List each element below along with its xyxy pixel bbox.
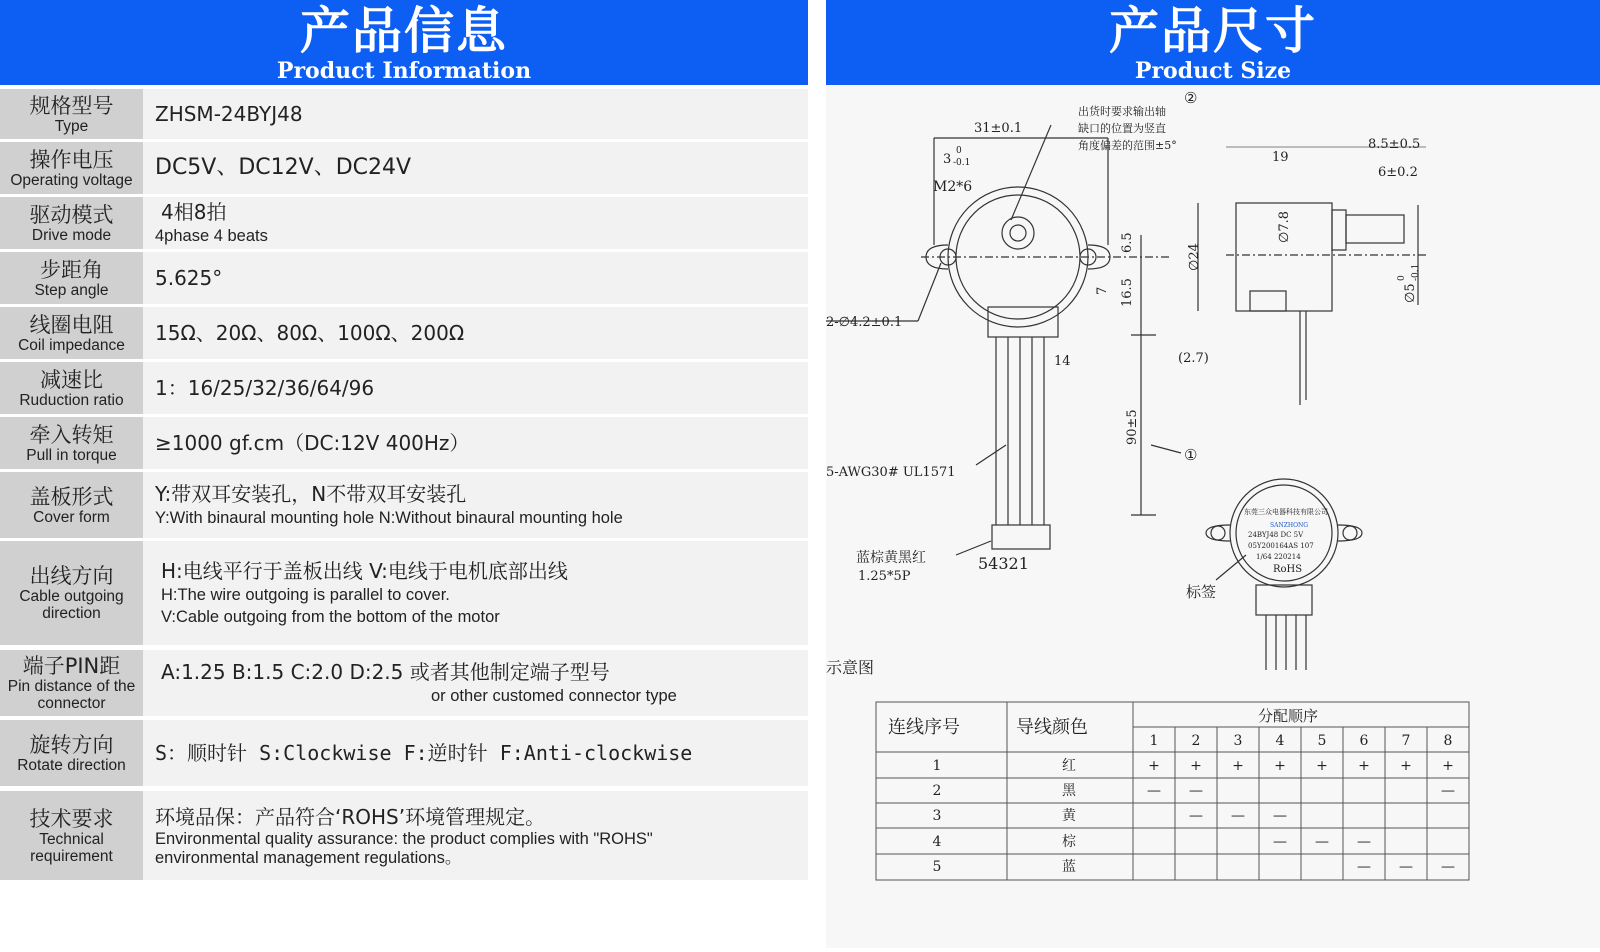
- callout-1: ①: [1184, 446, 1198, 464]
- label-company: 东莞三众电器科技有限公司: [1244, 508, 1328, 516]
- spec-row-coil-impedance: [0, 307, 808, 359]
- table-seq: 1: [932, 758, 942, 774]
- value-text: Y:带双耳安装孔，N不带双耳安装孔: [155, 482, 467, 506]
- value-text: DC5V、DC12V、DC24V: [155, 155, 412, 180]
- table-step-1: 1: [1149, 733, 1159, 749]
- value-text: 15Ω、20Ω、80Ω、100Ω、200Ω: [155, 321, 465, 345]
- spec-row-rotate-direction: [0, 720, 808, 786]
- label-zh: 牵入转矩: [29, 422, 114, 447]
- banner-title-en: Product Size: [1134, 58, 1292, 84]
- table-mark: —: [1315, 834, 1329, 850]
- table-mark: —: [1357, 834, 1371, 850]
- table-mark: +: [1400, 758, 1412, 774]
- value-text: 5.625°: [155, 266, 223, 290]
- label-en: Pull in torque: [26, 446, 117, 464]
- table-mark: +: [1232, 758, 1244, 774]
- dim-7: 7: [1095, 286, 1110, 295]
- label-zh: 操作电压: [29, 147, 114, 172]
- table-step-7: 7: [1401, 733, 1411, 749]
- label-brand: SANZHONG: [1270, 522, 1309, 529]
- value-text: 4相8拍: [161, 200, 227, 224]
- label-en: Ruduction ratio: [19, 391, 124, 409]
- dimension-drawing: [826, 85, 1600, 948]
- label-en: Rotate direction: [17, 756, 126, 774]
- spec-label: [0, 472, 143, 538]
- value-text: S：顺时针 S:Clockwise F:逆时针 F:Anti-clockwise: [155, 741, 693, 765]
- dim-phi5-tol-bottom: -0.1: [1411, 263, 1421, 281]
- value-text: 1：16/25/32/36/64/96: [155, 376, 375, 400]
- value-text-en: 4phase 4 beats: [155, 227, 268, 245]
- label-zh: 端子PIN距: [22, 654, 121, 678]
- dim-3: 3: [943, 152, 952, 167]
- dim-2-7: (2.7): [1178, 351, 1209, 366]
- spec-row-drive-mode: [0, 197, 808, 249]
- product-size-banner: [826, 0, 1600, 85]
- wire-spec: 5-AWG30# UL1571: [826, 465, 956, 480]
- label-en: Coil impedance: [18, 336, 125, 354]
- spec-value: [143, 252, 808, 304]
- table-step-8: 8: [1443, 733, 1453, 749]
- dim-phi5-tol-top: 0: [1397, 275, 1407, 281]
- product-information-banner: [0, 0, 808, 85]
- spec-value: [143, 472, 808, 538]
- banner-title-en: Product Information: [276, 58, 532, 84]
- label-zh: 旋转方向: [29, 732, 114, 757]
- label-zh: 减速比: [40, 367, 103, 392]
- spec-label: [0, 89, 143, 139]
- table-mark: —: [1357, 859, 1371, 875]
- spec-label: [0, 252, 143, 304]
- spec-row-technical-requirement: [0, 791, 808, 880]
- spec-label: [0, 791, 143, 880]
- table-mark: —: [1189, 808, 1203, 824]
- dim-16-5: 16.5: [1120, 278, 1135, 307]
- dim-phi24: ∅24: [1187, 243, 1202, 271]
- note-line-1: 出货时要求输出轴: [1078, 105, 1166, 118]
- dim-14: 14: [1054, 354, 1071, 369]
- value-text-en: Environmental quality assurance: the product complies with "ROHS" environmental management regulations。: [155, 829, 653, 867]
- label-en: Type: [54, 117, 89, 135]
- value-text-en: H:The wire outgoing is parallel to cover.: [161, 586, 450, 604]
- spec-value: [143, 142, 808, 194]
- table-wire-color: 黑: [1062, 783, 1076, 799]
- value-text-en: Y:With binaural mounting hole N:Without binaural mounting hole: [155, 509, 623, 527]
- spec-value: [143, 650, 808, 716]
- table-mark: —: [1273, 834, 1287, 850]
- table-seq: 5: [932, 859, 942, 875]
- dim-phi5: ∅5: [1403, 283, 1418, 303]
- table-step-5: 5: [1317, 733, 1327, 749]
- spec-value: [143, 307, 808, 359]
- table-wire-color: 棕: [1062, 834, 1076, 850]
- spec-value: [143, 197, 808, 249]
- note-line-2: 缺口的位置为竖直: [1078, 122, 1166, 135]
- label-en: Drive mode: [31, 226, 112, 244]
- label-zh: 线圈电阻: [29, 312, 114, 337]
- table-mark: —: [1399, 859, 1413, 875]
- spec-label: [0, 417, 143, 469]
- note-line-3: 角度偏差的范围±5°: [1078, 139, 1177, 152]
- label-line-2: 05Y200164AS 107: [1248, 542, 1314, 550]
- technical-drawing: [826, 85, 1600, 948]
- table-mark: +: [1316, 758, 1328, 774]
- spec-value: [143, 89, 808, 139]
- label-line-4: RoHS: [1273, 564, 1303, 575]
- dim-8-5: 8.5±0.5: [1368, 137, 1421, 152]
- label-zh: 步距角: [40, 257, 103, 282]
- spec-row-cable-outgoing: [0, 541, 808, 645]
- table-header-seq: 连线序号: [888, 717, 960, 738]
- spec-label: [0, 541, 143, 645]
- spec-value: [143, 791, 808, 880]
- table-mark: —: [1273, 808, 1287, 824]
- spec-value: [143, 362, 808, 414]
- connector-pitch: 1.25*5P: [858, 569, 911, 584]
- spec-row-pull-in-torque: [0, 417, 808, 469]
- spec-label: [0, 307, 143, 359]
- value-text: A:1.25 B:1.5 C:2.0 D:2.5 或者其他制定端子型号: [161, 660, 610, 684]
- dim-phi7-8: ∅7.8: [1277, 211, 1292, 243]
- table-mark: —: [1231, 808, 1245, 824]
- label-en: Cable outgoing direction: [19, 588, 124, 622]
- holes-dim: 2-∅4.2±0.1: [826, 315, 903, 330]
- table-mark: +: [1442, 758, 1454, 774]
- table-mark: +: [1148, 758, 1160, 774]
- wire-colors: 蓝棕黄黑红: [856, 550, 926, 566]
- spec-row-pin-distance: [0, 650, 808, 716]
- table-header-order: 分配顺序: [1258, 707, 1319, 725]
- table-mark: +: [1190, 758, 1202, 774]
- label-line-1: 24BYJ48 DC 5V: [1248, 531, 1304, 539]
- callout-2: ②: [1184, 89, 1198, 107]
- table-step-2: 2: [1191, 733, 1201, 749]
- table-mark: —: [1441, 859, 1455, 875]
- table-seq: 2: [932, 783, 942, 799]
- table-step-3: 3: [1233, 733, 1243, 749]
- value-text: ZHSM-24BYJ48: [155, 102, 303, 126]
- label-en: Pin distance of the connector: [7, 678, 136, 712]
- spec-label: [0, 142, 143, 194]
- table-mark: +: [1358, 758, 1370, 774]
- label-zh: 出线方向: [29, 564, 114, 588]
- spec-row-step-angle: [0, 252, 808, 304]
- label-en: Technical requirement: [30, 830, 113, 865]
- label-en: Step angle: [34, 281, 109, 299]
- connector-pins: 54321: [978, 554, 1029, 573]
- banner-title-zh: 产品信息: [300, 2, 508, 60]
- table-seq: 3: [932, 808, 942, 824]
- screw-label: M2*6: [933, 179, 973, 195]
- dim-6-5: 6.5: [1120, 232, 1135, 253]
- caption: 示意图: [826, 658, 875, 677]
- dim-31: 31±0.1: [974, 121, 1023, 136]
- spec-label: [0, 362, 143, 414]
- label-en: Cover form: [33, 508, 110, 526]
- spec-label: [0, 720, 143, 786]
- value-text: ≥1000 gf.cm（DC:12V 400Hz）: [155, 431, 470, 455]
- dim-3-tol-bottom: -0.1: [953, 158, 971, 168]
- table-mark: —: [1189, 783, 1203, 799]
- table-wire-color: 黄: [1062, 808, 1076, 824]
- dim-3-tol-top: 0: [956, 146, 962, 156]
- dim-6: 6±0.2: [1378, 165, 1418, 180]
- spec-value: [143, 541, 808, 645]
- label-zh: 技术要求: [29, 806, 114, 831]
- spec-row-cover-form: [0, 472, 808, 538]
- table-mark: +: [1274, 758, 1286, 774]
- value-text-en-2: V:Cable outgoing from the bottom of the motor: [161, 608, 500, 626]
- banner-title-zh: 产品尺寸: [1109, 2, 1317, 60]
- tag-label: 标签: [1186, 583, 1217, 601]
- spec-row-reduction-ratio: [0, 362, 808, 414]
- value-text: H:电线平行于盖板出线 V:电线于电机底部出线: [161, 559, 568, 583]
- spec-row-type: [0, 89, 808, 139]
- table-header-color: 导线颜色: [1016, 717, 1088, 738]
- label-zh: 驱动模式: [29, 202, 114, 227]
- table-step-6: 6: [1359, 733, 1369, 749]
- dim-19: 19: [1272, 150, 1289, 165]
- value-text: 环境品保：产品符合‘ROHS’环境管理规定。: [155, 804, 546, 829]
- spec-label: [0, 650, 143, 716]
- table-mark: —: [1147, 783, 1161, 799]
- value-text-en: or other customed connector type: [431, 687, 677, 705]
- table-seq: 4: [932, 834, 942, 850]
- table-mark: —: [1441, 783, 1455, 799]
- label-line-3: 1/64 220214: [1256, 553, 1301, 561]
- table-wire-color: 红: [1062, 758, 1076, 774]
- spec-row-voltage: [0, 142, 808, 194]
- dim-90: 90±5: [1125, 409, 1140, 445]
- label-zh: 盖板形式: [29, 484, 114, 509]
- table-wire-color: 蓝: [1062, 859, 1076, 875]
- table-step-4: 4: [1275, 733, 1285, 749]
- spec-value: [143, 720, 808, 786]
- label-zh: 规格型号: [29, 93, 114, 118]
- label-en: Operating voltage: [10, 171, 133, 189]
- spec-value: [143, 417, 808, 469]
- spec-label: [0, 197, 143, 249]
